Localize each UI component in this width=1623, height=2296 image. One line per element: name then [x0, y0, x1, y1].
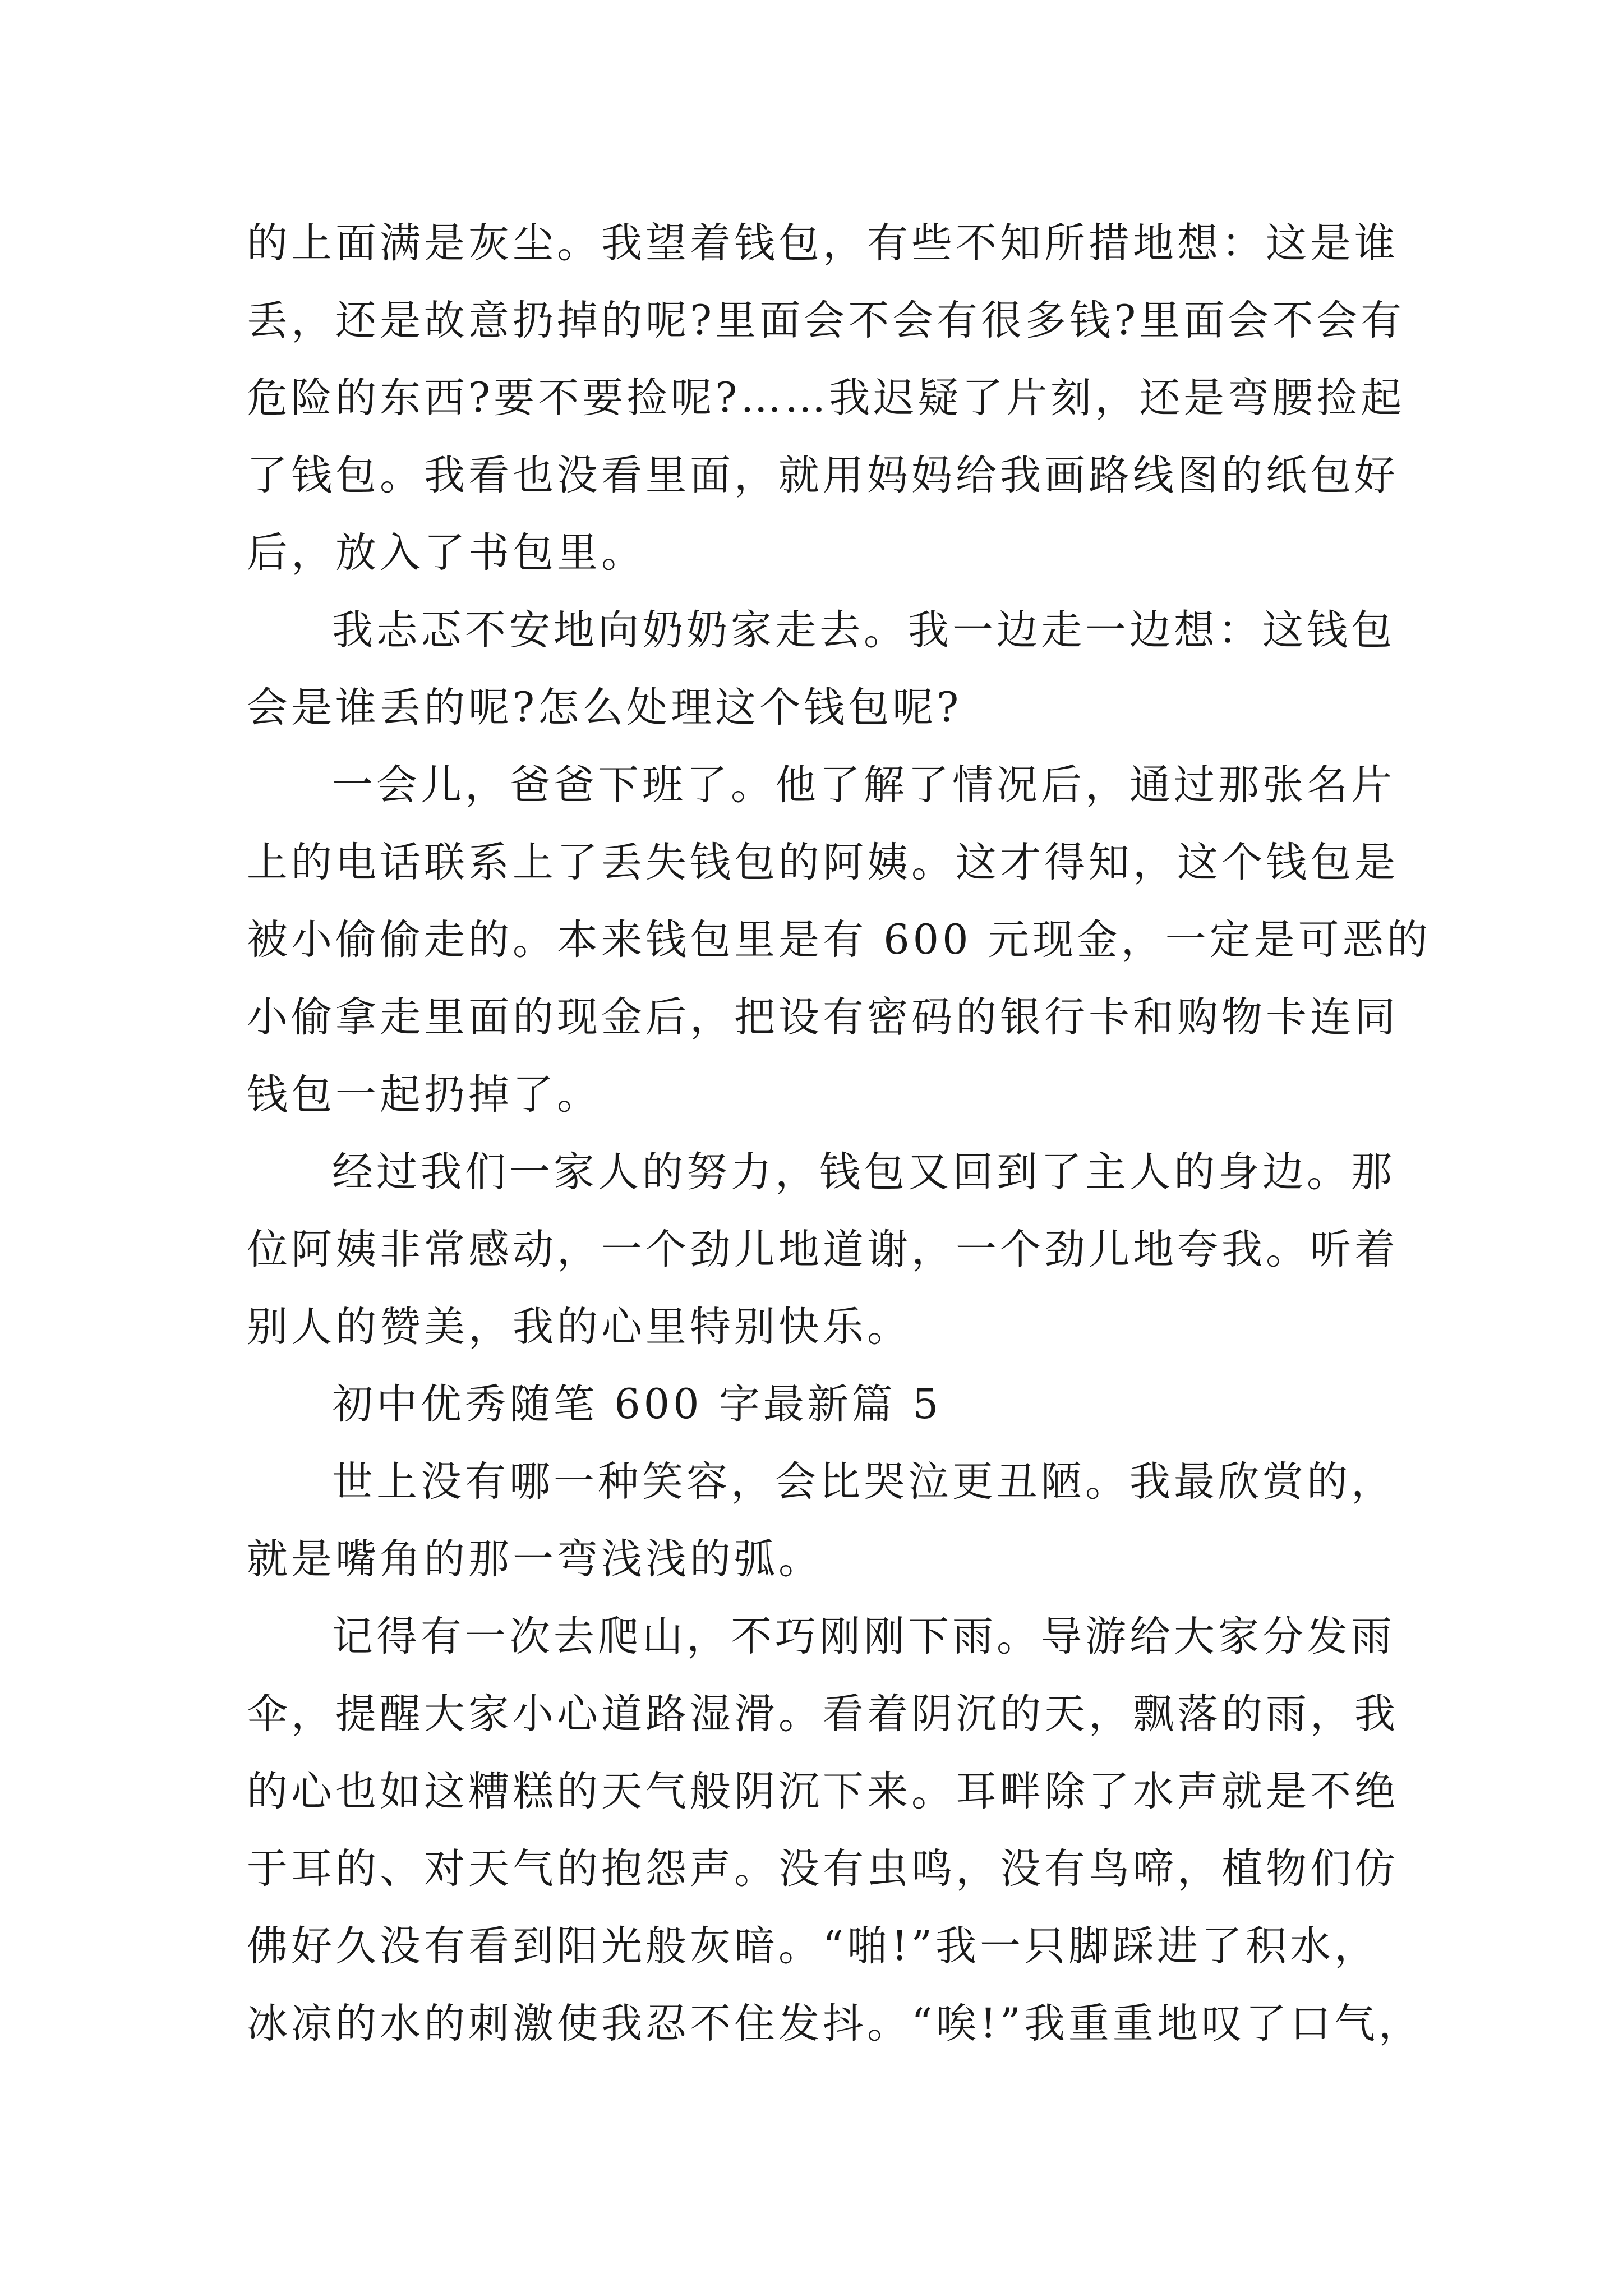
- text-line: 的上面满是灰尘。我望着钱包，有些不知所措地想：这是谁: [247, 219, 1399, 267]
- text-line: 冰凉的水的刺激使我忍不住发抖。“唉!”我重重地叹了口气，: [247, 2000, 1423, 2047]
- text-line: 小偷拿走里面的现金后，把设有密码的银行卡和购物卡连同: [247, 993, 1399, 1041]
- text-line: 会是谁丢的呢?怎么处理这个钱包呢?: [247, 684, 962, 731]
- text-line: 就是嘴角的那一弯浅浅的弧。: [247, 1535, 823, 1583]
- text-line: 丢，还是故意扔掉的呢?里面会不会有很多钱?里面会不会有: [247, 297, 1405, 344]
- paragraph-first-line: 世上没有哪一种笑容，会比哭泣更丑陋。我最欣赏的，: [332, 1458, 1395, 1506]
- text-line: 了钱包。我看也没看里面，就用妈妈给我画路线图的纸包好: [247, 452, 1399, 499]
- text-line: 于耳的、对天气的抱怨声。没有虫鸣，没有鸟啼，植物们仿: [247, 1845, 1399, 1893]
- text-line: 的心也如这糟糕的天气般阴沉下来。耳畔除了水声就是不绝: [247, 1768, 1399, 1815]
- text-line: 别人的赞美，我的心里特别快乐。: [247, 1303, 911, 1351]
- text-line: 伞，提醒大家小心道路湿滑。看着阴沉的天，飘落的雨，我: [247, 1690, 1399, 1738]
- text-line: 危险的东西?要不要捡呢?……我迟疑了片刻，还是弯腰捡起: [247, 374, 1405, 422]
- section-heading: 初中优秀随笔 600 字最新篇 5: [332, 1381, 942, 1428]
- text-line: 后，放入了书包里。: [247, 529, 645, 577]
- text-line: 被小偷偷走的。本来钱包里是有 600 元现金，一定是可恶的: [247, 916, 1431, 964]
- paragraph-first-line: 一会儿，爸爸下班了。他了解了情况后，通过那张名片: [332, 761, 1395, 809]
- text-line: 上的电话联系上了丢失钱包的阿姨。这才得知，这个钱包是: [247, 839, 1399, 886]
- paragraph-first-line: 经过我们一家人的努力，钱包又回到了主人的身边。那: [332, 1148, 1395, 1196]
- text-line: 钱包一起扔掉了。: [247, 1071, 601, 1119]
- paragraph-first-line: 我忐忑不安地向奶奶家走去。我一边走一边想：这钱包: [332, 606, 1395, 654]
- text-line: 位阿姨非常感动，一个劲儿地道谢，一个劲儿地夸我。听着: [247, 1226, 1399, 1273]
- paragraph-first-line: 记得有一次去爬山，不巧刚刚下雨。导游给大家分发雨: [332, 1613, 1395, 1660]
- text-line: 佛好久没有看到阳光般灰暗。“啪!”我一只脚踩进了积水，: [247, 1922, 1378, 1970]
